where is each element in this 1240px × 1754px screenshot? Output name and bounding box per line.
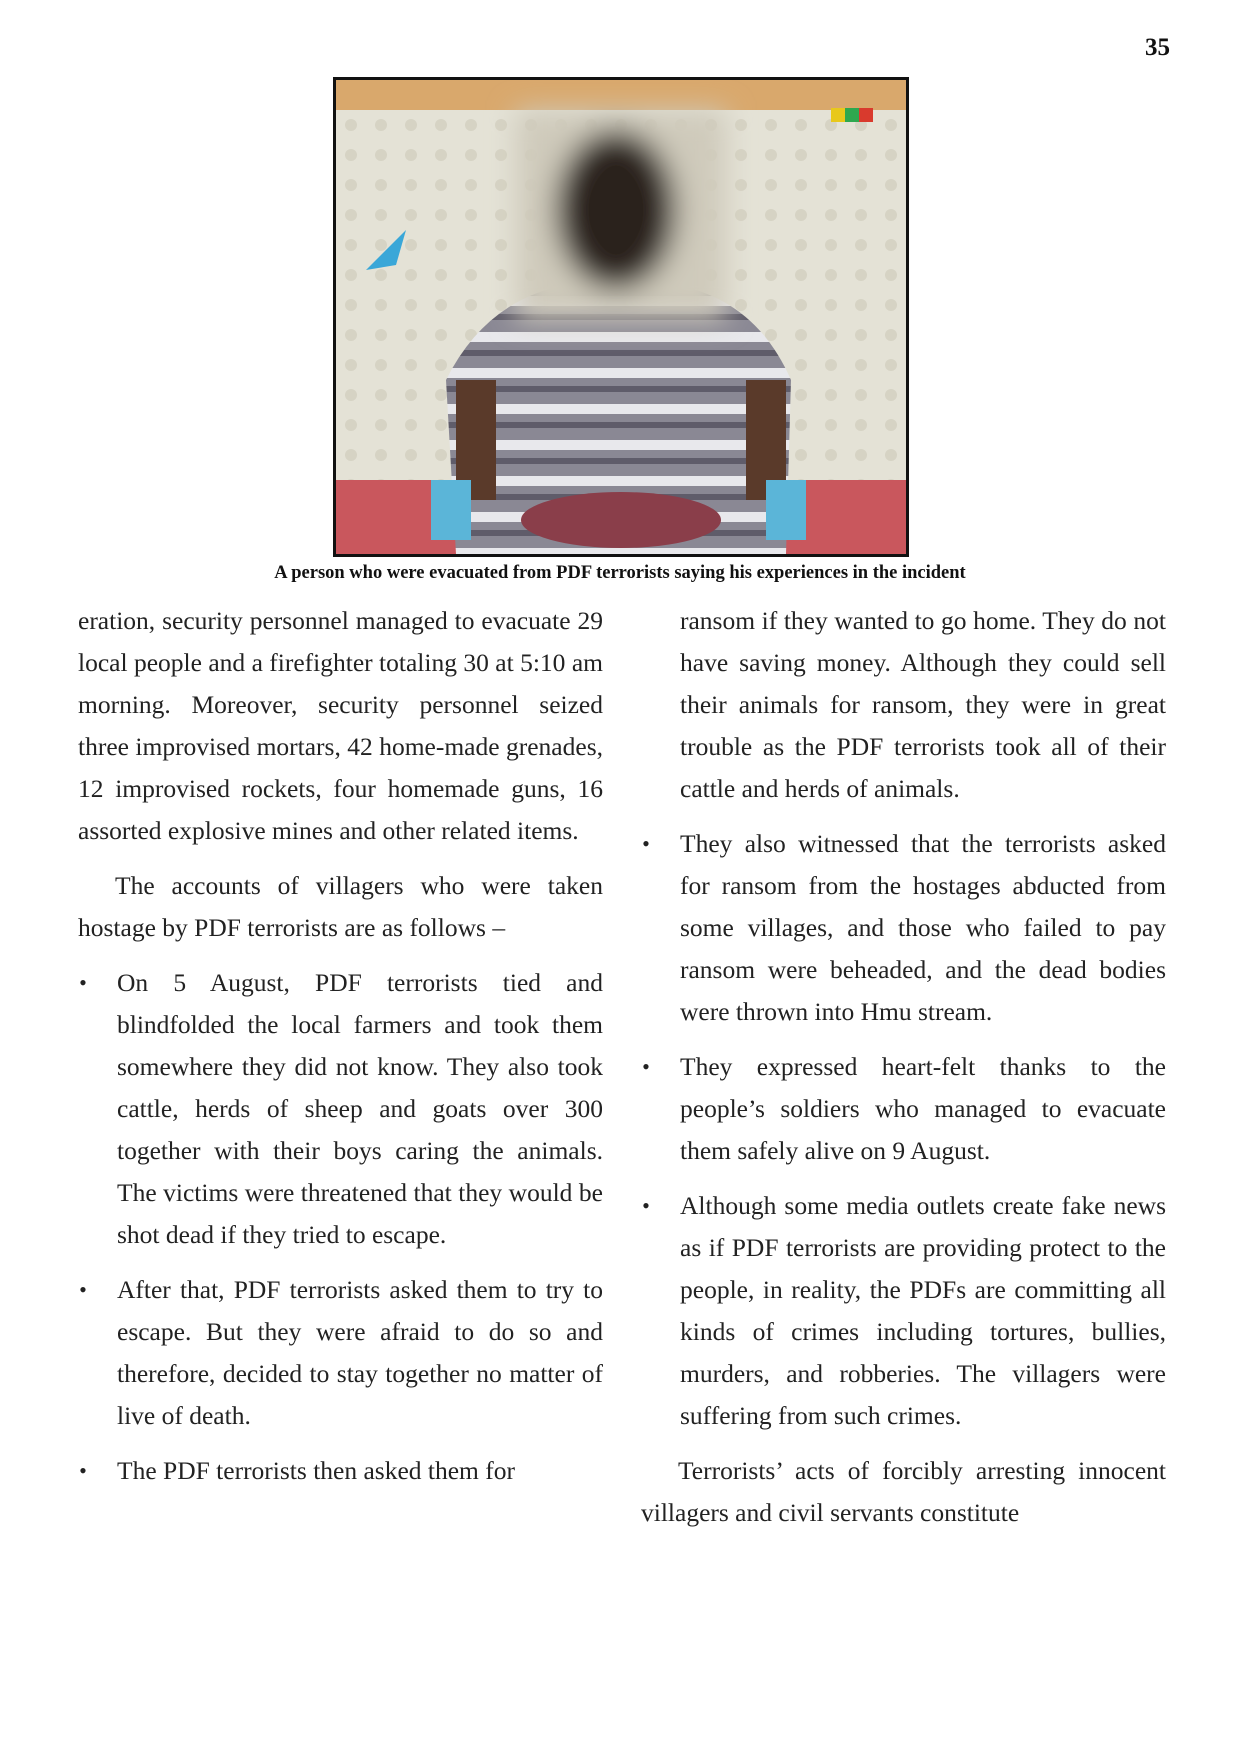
- list-item-continued: [641, 600, 1166, 810]
- photo-caption: A person who were evacuated from PDF terrorists saying his experiences in the incident: [274, 563, 966, 583]
- paragraph-continued: eration, security personnel managed to evacuate 29 local people and a firefighter totaling 30 at 5:10 am morning. Moreover, security personnel seized three improvised mortars, 42 home-made grenades, 12 improvised rockets, four homemade guns, 16 assorted explosive mines and other related items.: [78, 606, 603, 845]
- hostage-accounts-list-continued: [641, 600, 1166, 1437]
- list-item: [78, 1450, 603, 1492]
- hostage-accounts-list: [78, 962, 603, 1492]
- paragraph-accounts: The accounts of villagers who were taken hostage by PDF terrorists are as follows –: [78, 871, 603, 942]
- list-item-text: They also witnessed that the terrorists asked for ransom from the hostages abducted from some villages, and those who failed to pay ransom were beheaded, and the dead bodies were thrown into Hmu stream.: [680, 829, 1166, 1026]
- bullet-icon: •: [79, 970, 87, 995]
- list-item: [78, 1269, 603, 1437]
- list-item-text: On 5 August, PDF terrorists tied and blindfolded the local farmers and took them somewhere they did not know. They also took cattle, herds of sheep and goats over 300 together with their boys caring the animals. The victims were threatened that they would be shot dead if they tried to escape.: [117, 968, 603, 1249]
- bullet-icon: •: [642, 1193, 650, 1218]
- page-number: 35: [1145, 34, 1170, 61]
- list-item-text: They expressed heart-felt thanks to the people’s soldiers who managed to evacuate them safely alive on 9 August.: [680, 1052, 1166, 1165]
- bullet-icon: •: [79, 1277, 87, 1302]
- list-item-text: Although some media outlets create fake news as if PDF terrorists are providing protect to the people, in reality, the PDFs are committing all kinds of crimes including tortures, bullies, murders, and robberies. The villagers were suffering from such crimes.: [680, 1191, 1166, 1430]
- bullet-icon: •: [79, 1458, 87, 1483]
- list-item-text: After that, PDF terrorists asked them to try to escape. But they were afraid to do so and therefore, decided to stay together no matter of live of death.: [117, 1275, 603, 1430]
- list-item: [641, 823, 1166, 1033]
- list-item: [78, 962, 603, 1256]
- list-item: [641, 1185, 1166, 1437]
- list-item: [641, 1046, 1166, 1172]
- paragraph-final: Terrorists’ acts of forcibly arresting innocent villagers and civil servants constitute: [641, 1456, 1166, 1527]
- bullet-icon: •: [642, 1054, 650, 1079]
- list-item-text: The PDF terrorists then asked them for: [117, 1456, 516, 1485]
- bullet-icon: •: [642, 831, 650, 856]
- left-column: [78, 600, 603, 1505]
- right-column: [641, 600, 1166, 1547]
- photo-icon: [336, 80, 906, 554]
- list-item-text: ransom if they wanted to go home. They do not have saving money. Although they could sell their animals for ransom, they were in great trouble as the PDF terrorists took all of their cattle and herds of animals.: [680, 606, 1166, 803]
- news-photo: [333, 77, 909, 557]
